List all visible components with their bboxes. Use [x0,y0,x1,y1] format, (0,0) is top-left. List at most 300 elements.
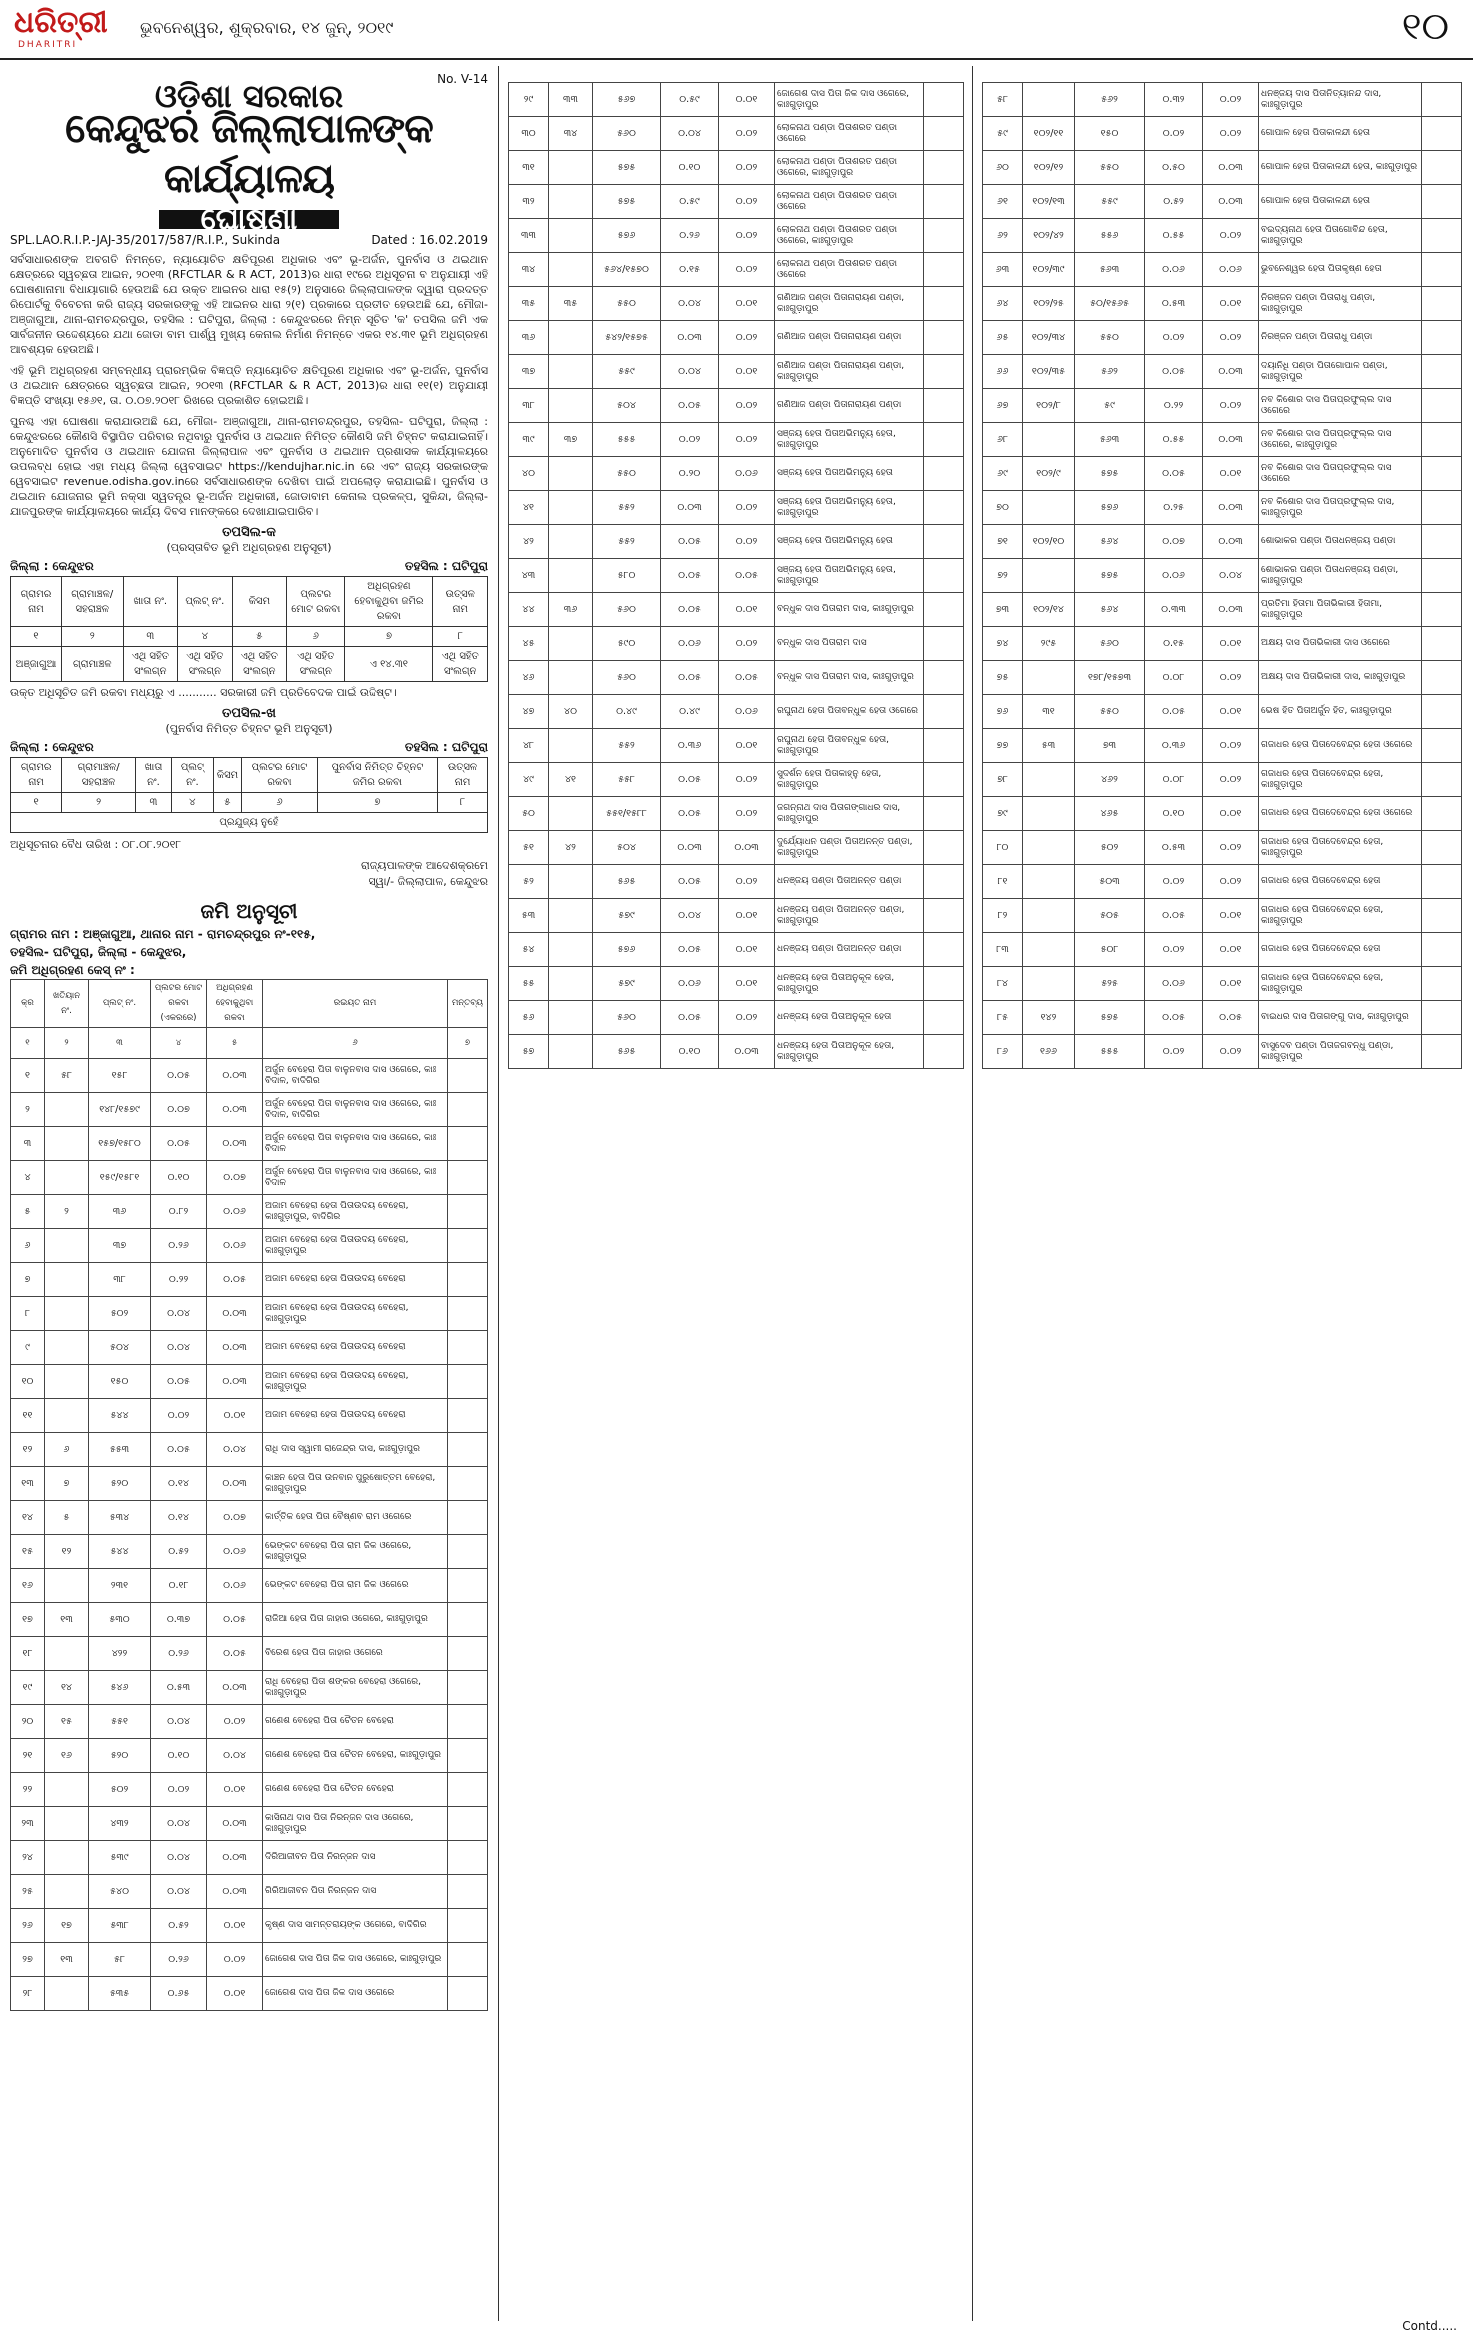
table-cell: ୦.୦୧ [207,1773,263,1807]
table-cell: ୩୬ [89,1195,151,1229]
table-cell: ୦.୦୨ [1203,763,1259,797]
table-cell: ୦.୦୩ [1203,593,1259,627]
table-row [509,83,964,117]
table-cell: ୦.୦୩ [207,1875,263,1909]
paragraph-1: ସର୍ବସାଧାରଣଙ୍କ ଅବଗତି ନିମନ୍ତେ, ନ୍ୟାୟୋଚିତ କ୍ଷତିପୂରଣ ଅଧିକାର ଏବଂ ଭୂ-ଅର୍ଜନ, ପୁନର୍ବାସ ଓ ଥଇଥାନ କ୍ଷେତ୍ରରେ ସ୍ୱଚ୍ଛତା ଆଇନ, ୨୦୧୩ (RFCTLAR & R ACT, 2013)ର ଧାରା ୧୯ରେ ଅଧିସୂଚନା ବ ଅନୁଯାୟୀ ଏହି ଘୋଷଣାନାମା ବିଧାୟାଗାରି ହେଉଅଛି ଯେ ଉକ୍ତ ଆଇନର ଧାରା ୧୫(୨) ଅନୁସାରେ ଜିଲ୍ଲାପାଳଙ୍କ ଦ୍ୱାରା ପ୍ରଦତ୍ତ ରିପୋର୍ଟକୁ ବିବେଚନା କରି ରାଜ୍ୟ ସରକାରଙ୍କୁ ଏହି ଆଇନର ଧାରା ୨(୧) ପ୍ରକାରେ ପ୍ରତୀତ ହେଉଅଛି ଯେ, ମୌଜା- ଅଞ୍ଜାଗୁଆ, ଥାନା-ରାମଚନ୍ଦ୍ରପୁର, ତହସିଲ : ଘଟିପୁରା, ଜିଲ୍ଲା : କେନ୍ଦୁଝରରେ ନିମ୍ନ ସୂଚିତ 'କ' ତପସିଲ ଜମି ଏକ ସାର୍ବଜନୀନ ଉଦ୍ଦେଶ୍ୟରେ ଯଥା ଜୋଡା ବାମ ପାର୍ଶ୍ୱ ମୁଖ୍ୟ କେନାଲ ନିର୍ମାଣ ନିମନ୍ତେ ଏକର ୧୪.୩୧ ଭୂମି ଅଧିଗ୍ରହଣ ଆବଶ୍ୟକ ହେଉଅଛି। [10,253,488,356]
table-cell: ୫୦୪ [593,831,661,865]
table-cell: ୦.୦୫ [1145,1001,1203,1035]
table-cell: ୦.୦୨ [719,491,775,525]
table-cell: ୭୦ [983,491,1023,525]
table-cell: ୬୯ [983,457,1023,491]
table-cell: ୦.୦୫ [207,1637,263,1671]
table-cell: ୧୫୦ [1075,117,1145,151]
table-row [11,1059,488,1093]
table-cell: ୦.୩୨ [1145,83,1203,117]
table-cell: ୦.୫୩ [1145,831,1203,865]
table-cell: ୩୫ [549,287,593,321]
table-cell: ୦.୦୩ [207,1467,263,1501]
table-cell: ୦.୦୩ [1203,423,1259,457]
remarks-cell [448,1263,488,1297]
table-row [509,967,964,1001]
remarks-cell [448,1467,488,1501]
table-cell: ୩୧ [1023,695,1075,729]
table-cell: ୩୯ [509,423,549,457]
remarks-cell [1422,321,1462,355]
table-cell: ୫୭୫ [1075,457,1145,491]
table-cell: ୦.୦୧ [1203,899,1259,933]
table-row [509,797,964,831]
table-cell: ୦.୫୯ [661,185,719,219]
owner-name-cell: ସୁଦର୍ଶନ ହେତା ପିତାକାହ୍ନୁ ହେତା, କାଃଗୁଡ଼ାପୁର [775,763,924,797]
schedule-a-note: ଉକ୍ତ ଅଧିସୂଚିତ ଜମି ରକବା ମଧ୍ୟରୁ ଏ ........... ସରକାରୀ ଜମି ପ୍ରତିବେଦକ ପାଇଁ ଉଦ୍ଦିଷ୍ଟ। [10,686,397,699]
table-cell: ୫୮୦ [593,559,661,593]
table-cell: ୧୪ [11,1501,45,1535]
schedule-b-meta [10,740,488,755]
table-cell: ୫୪୨/୧୫୭୫ [593,321,661,355]
table-cell: ୧୫୦ [89,1365,151,1399]
schedule-number-cell: ୭ [317,793,437,813]
table-cell: ୫୪୦ [89,1875,151,1909]
owner-name-cell: ଅକ୍ଷୟ ଦାସ ପିତାଭିକାରୀ ଦାସ ଓଗେରେ [1259,627,1422,661]
remarks-cell [1422,865,1462,899]
table-row [509,491,964,525]
table-cell: ୨୮ [11,1977,45,2011]
table-cell: ୦.୦୫ [661,933,719,967]
signature-line-1: ରାଜ୍ୟପାଳଙ୍କ ଆଦେଶକ୍ରମେ [361,859,488,872]
owner-name-cell: ଅଜାମ ବେହେରା ହେତା ପିତାଉଦୟ ବେହେରା, କାଃଗୁଡ଼ାପୁର [263,1297,448,1331]
table-cell [45,1093,89,1127]
table-cell: ୦.୦୧ [719,933,775,967]
table-cell: ୦.୦୫ [1145,695,1203,729]
table-cell: ୦.୦୬ [1145,253,1203,287]
table-cell: ୫୦୪ [593,389,661,423]
owner-name-cell: ଗୋପାଳ ହେତା ପିତାକାଳନ୍ଦୀ ହେତା, କାଃଗୁଡ଼ାପୁର [1259,151,1422,185]
table-cell [1023,661,1075,695]
table-cell: ୫୫୦ [1075,321,1145,355]
table-cell: ୦.୦୪ [1203,559,1259,593]
remarks-cell [448,1603,488,1637]
table-row [983,627,1462,661]
remarks-cell [924,287,964,321]
table-row [983,831,1462,865]
table-cell: ୪୪ [509,593,549,627]
table-cell: ୭ [45,1467,89,1501]
table-cell: ୧୦୨/୧୧ [1023,117,1075,151]
table-cell: ୦.୦୬ [661,967,719,1001]
remarks-cell [448,1535,488,1569]
table-row [509,525,964,559]
schedule-number-cell: ୫ [232,627,287,647]
table-cell: ୦.୦୬ [207,1195,263,1229]
owner-name-cell: ଗଜାଧର ହେତା ପିତାଦେବେନ୍ଦ୍ର ହେତା [1259,865,1422,899]
table-cell: ୭୧ [983,525,1023,559]
table-cell: ୨୭ [11,1943,45,1977]
table-row [509,831,964,865]
schedule-number-cell: ୩ [135,793,171,813]
table-cell: ୫୪୪ [89,1535,151,1569]
district-label: ଜିଲ୍ଲା : କେନ୍ଦୁଝର [10,740,94,754]
table-cell: ୧୭ [45,1909,89,1943]
table-cell: ୭୩ [983,593,1023,627]
table-cell: ୧୬ [11,1569,45,1603]
table-cell [549,797,593,831]
table-header-cell: ରଇୟତ ନାମ [263,980,448,1028]
table-row [509,457,964,491]
table-row [983,763,1462,797]
table-row [983,287,1462,321]
table-cell: ୮୬ [983,1035,1023,1069]
remarks-cell [448,1331,488,1365]
remarks-cell [1422,525,1462,559]
reference-line [10,233,488,248]
remarks-cell [448,1059,488,1093]
remarks-cell [448,1841,488,1875]
table-cell: ୦.୦୨ [151,1773,207,1807]
land-schedule-title: ଜମି ଅନୁସୂଚୀ [200,899,298,923]
remarks-cell [448,1365,488,1399]
page-number: ୧୦ [1401,4,1449,48]
owner-name-cell: ଅର୍ଜୁନ ବେହେରା ପିତା ବାଳୁନବାସ ଦାସ ଓଗେରେ, କାଃ ବିଦାଳ [263,1127,448,1161]
table-row [509,151,964,185]
table-row [983,83,1462,117]
table-row [509,865,964,899]
table-cell: ୧୩ [45,1603,89,1637]
table-cell: ୫୫୬ [1075,219,1145,253]
remarks-cell [1422,219,1462,253]
remarks-cell [1422,287,1462,321]
remarks-cell [924,797,964,831]
remarks-cell [924,83,964,117]
remarks-cell [924,151,964,185]
table-row [983,559,1462,593]
table-cell: ୧୦୨/୧୦ [1023,525,1075,559]
schedule-number-cell: ୨ [62,793,135,813]
schedule-header-cell: ଗ୍ରାମାଞ୍ଚଳ/ସହରାଞ୍ଚଳ [62,758,135,793]
remarks-cell [1422,1001,1462,1035]
remarks-cell [1422,1035,1462,1069]
remarks-cell [448,1637,488,1671]
table-cell: ୫୫୦ [1075,695,1145,729]
table-cell: ୫୭୯ [593,967,661,1001]
remarks-cell [1422,933,1462,967]
table-cell: ୨୨ [11,1773,45,1807]
table-cell: ୦.୬୫ [151,1977,207,2011]
land-column-2 [508,82,964,1069]
table-cell: ୩୪ [509,253,549,287]
schedule-cell: ଗ୍ରାମାଞ୍ଚଳ [61,647,123,682]
table-row [983,967,1462,1001]
remarks-cell [924,1001,964,1035]
table-cell: ୪୦ [549,695,593,729]
table-cell: ୧୦୨/୩୫ [1023,355,1075,389]
owner-name-cell: ଜୋଗେଶ ଦାସ ପିତା ଜିକ ଦାସ ଓଗେରେ [263,1977,448,2011]
table-row [983,253,1462,287]
schedule-cell: ଏଥି ସହିତ ସଂଲଗ୍ନ [433,647,488,682]
remarks-cell [1422,559,1462,593]
remarks-cell [924,219,964,253]
table-cell: ୦.୫୨ [151,1535,207,1569]
table-cell [549,559,593,593]
village-line-2: ତହସିଲ- ଘଟିପୁରା, ଜିଲ୍ଲା - କେନ୍ଦୁଝର, [10,945,187,959]
table-cell: ୦.୦୨ [1203,1035,1259,1069]
table-row [983,151,1462,185]
table-row [983,457,1462,491]
remarks-cell [924,967,964,1001]
table-row [983,661,1462,695]
remarks-cell [1422,695,1462,729]
table-cell: ୫୬୦ [593,661,661,695]
schedule-number-cell: ୧ [11,627,62,647]
table-cell: ୪୦ [509,457,549,491]
table-cell: ୭୩ [1075,729,1145,763]
table-cell: ୦.୦୫ [661,525,719,559]
schedule-cell: ଏଥି ସହିତ ସଂଲଗ୍ନ [123,647,178,682]
tahasil-label: ତହସିଲ : ଘଟିପୁରା [404,740,488,754]
table-cell: ୫୦୫ [1075,899,1145,933]
table-cell: ୦.୦୫ [661,593,719,627]
table-number-cell: ୭ [448,1028,488,1059]
table-cell: ୦.୦୮ [1145,661,1203,695]
table-row [983,695,1462,729]
table-cell: ୨୪ [11,1841,45,1875]
table-cell: ୦.୦୨ [1203,117,1259,151]
table-row [11,1399,488,1433]
remarks-cell [1422,491,1462,525]
table-cell: ୦.୦୬ [1145,967,1203,1001]
table-cell: ୦.୦୧ [207,1977,263,2011]
remarks-cell [924,695,964,729]
table-row [509,729,964,763]
table-cell: ୧୯ [11,1671,45,1705]
owner-name-cell: ଲୋକନାଥ ପଣ୍ଡା ପିତାଶରତ ପଣ୍ଡା ଓଗେରେ, କାଃଗୁଡ଼ାପୁର [775,151,924,185]
owner-name-cell: ଗଜାଧର ହେତା ପିତାଦେବେନ୍ଦ୍ର ହେତା ଓଗେରେ [1259,797,1422,831]
owner-name-cell: ସଞ୍ଜୟ ହେତା ପିତାଅଭିମନ୍ୟୁ ହେତା, କାଃଗୁଡ଼ାପୁର [775,559,924,593]
table-cell: ୦.୦୭ [207,1501,263,1535]
table-cell: ୫୦୨ [89,1297,151,1331]
remarks-cell [924,253,964,287]
table-cell: ୦.୦୨ [1203,865,1259,899]
schedule-header-cell: ଉତ୍ସଳ ନାମ [438,758,488,793]
table-row [11,1705,488,1739]
table-cell [549,899,593,933]
land-table-col2 [508,82,964,1069]
table-row [509,117,964,151]
remarks-cell [924,763,964,797]
table-header-cell: ଅଧିଗ୍ରହଣ ହେବାକୁଥିବା ରକବା [207,980,263,1028]
remarks-cell [448,1807,488,1841]
owner-name-cell: ସଞ୍ଜୟ ହେତା ପିତାଅଭିମନ୍ୟୁ ହେତା, କାଃଗୁଡ଼ାପୁର [775,423,924,457]
owner-name-cell: ଅର୍ଜୁନ ବେହେରା ପିତା ବାଳୁନବାସ ଦାସ ଓଗେରେ, କାଃ ବିଦାଳ, ବାଦିଗିର [263,1059,448,1093]
table-row [11,1943,488,1977]
remarks-cell [448,1739,488,1773]
owner-name-cell: ପ୍ରତିମା ହିତାମା ପିତାଭିକାରୀ ହିତାମା, କାଃଗୁଡ଼ାପୁର [1259,593,1422,627]
table-cell: ୫୫୯ [593,355,661,389]
schedule-header-cell: ପ୍ଲଟ୍ ନଂ. [178,577,233,627]
owner-name-cell: ଅଜାମ ବେହେରା ହେତା ପିତାଉଦୟ ବେହେରା [263,1399,448,1433]
owner-name-cell: ନିରଞ୍ଜନ ପଣ୍ଡା ପିତାରାଧୁ ପଣ୍ଡା [1259,321,1422,355]
remarks-cell [924,423,964,457]
table-cell: ୭ [11,1263,45,1297]
table-cell: ୪୮ [509,729,549,763]
table-cell: ୧୭ [11,1603,45,1637]
owner-name-cell: ବନ୍ଧୁକ ଦାସ ପିତାରାମ ଦାସ, କାଃଗୁଡ଼ାପୁର [775,661,924,695]
schedule-a-subtitle: (ପ୍ରସ୍ତାବିତ ଭୂମି ଅଧିଗ୍ରହଣ ଅନୁସୂଚୀ) [166,541,332,554]
table-cell: ୮୨ [983,899,1023,933]
table-cell: ୦.୩୬ [1145,729,1203,763]
table-cell: ୦.୦୨ [719,763,775,797]
table-cell: ୦.୦୪ [151,1807,207,1841]
owner-name-cell: ଭେଙ୍କଟ ବେହେରା ପିତା ରାମ ଜିକ ଓଗେରେ, କାଃଗୁଡ଼ାପୁର [263,1535,448,1569]
table-row [509,287,964,321]
owner-name-cell: ଗଣିଆଜ ପଣ୍ଡା ପିତାନାରାୟଣ ପଣ୍ଡା, କାଃଗୁଡ଼ାପୁର [775,287,924,321]
table-cell: ୧୫ [45,1705,89,1739]
owner-name-cell: ଗଜାଧର ହେତା ପିତାଦେବେନ୍ଦ୍ର ହେତା [1259,933,1422,967]
schedule-header-cell: ଖାତା ନଂ. [123,577,178,627]
table-cell: ୦.୮୨ [151,1195,207,1229]
table-cell [1023,967,1075,1001]
schedule-header-cell: କିସମ [213,758,241,793]
owner-name-cell: ଦିରିଆଜୀବନ ପିତା ନିରନ୍ଜନ ଦାସ [263,1841,448,1875]
table-row [509,559,964,593]
table-cell [45,1399,89,1433]
table-row [983,389,1462,423]
signature-line-2: ସ୍ୱା/- ଜିଲ୍ଲାପାଳ, କେନ୍ଦୁଝର [368,875,488,888]
table-row [11,1501,488,1535]
schedule-number-cell: ୧ [11,793,62,813]
owner-name-cell: କୃଷ୍ଣ ଦାସ ସାମନ୍ତରାୟଙ୍କ ଓଗେରେ, ବାଦିଗିର [263,1909,448,1943]
table-cell: ୦.୦୧ [1203,457,1259,491]
table-row [509,627,964,661]
table-cell: ୫୨୦ [89,1467,151,1501]
table-cell: ୦.୦୪ [151,1297,207,1331]
table-cell: ୦.୧୪ [151,1501,207,1535]
table-header-cell: କ୍ର [11,980,45,1028]
table-cell: ୦.୧୦ [151,1161,207,1195]
table-cell: ୫୫୦ [593,457,661,491]
table-cell: ୦.୦୫ [661,389,719,423]
table-cell: ୦.୦୨ [1145,117,1203,151]
table-cell: ୦.୫୫ [1145,219,1203,253]
table-cell: ୦.୨୨ [151,1263,207,1297]
village-details [10,925,488,979]
table-cell: ୫୧ [509,831,549,865]
table-cell [549,253,593,287]
table-row [11,1433,488,1467]
schedule-b-subtitle: (ପୁନର୍ବାସ ନିମିତ୍ତ ଚିହ୍ନଟ ଭୂମି ଅନୁସୂଚୀ) [165,722,333,735]
schedule-header-cell: ପୁନର୍ବାସ ନିମିତ୍ତ ଚିହ୍ନଟ ଜମିର ରକବା [317,758,437,793]
table-cell: ୦.୦୧ [1203,933,1259,967]
table-cell: ୬୭ [983,389,1023,423]
schedule-header-cell: ଅଧିଗ୍ରହଣ ହେବାକୁଥିବା ଜମିର ରକବା [345,577,433,627]
table-cell [549,151,593,185]
table-cell: ୦.୦୧ [719,355,775,389]
schedule-number-cell: ୭ [345,627,433,647]
table-cell: ୧୦୨/୨୫ [1023,287,1075,321]
table-cell: ୫୫୨ [593,525,661,559]
table-cell: ୦.୦୩ [207,1093,263,1127]
schedule-a-title: ତପସିଲ-କ [222,525,276,540]
table-cell: ୧୩ [11,1467,45,1501]
table-cell [1023,831,1075,865]
table-cell: ୦.୪୯ [593,695,661,729]
table-cell: ୦.୦୨ [1145,1035,1203,1069]
schedule-number-cell: ୮ [433,627,488,647]
table-cell: ୦.୦୧ [1203,287,1259,321]
table-cell: ୦.୫୯ [661,83,719,117]
table-cell: ୫୨ [509,865,549,899]
table-cell: ୦.୧୫ [1145,627,1203,661]
table-cell [45,1127,89,1161]
table-cell: ୧୦୨/୧୨ [1023,151,1075,185]
table-cell: ୩୮ [509,389,549,423]
table-cell: ୫୬୦ [593,593,661,627]
table-row [11,1263,488,1297]
table-cell: ୫୦ [509,797,549,831]
table-cell: ୯ [11,1331,45,1365]
table-cell: ୫୬୨ [1075,355,1145,389]
table-cell: ୫୮ [89,1943,151,1977]
table-cell: ୦.୫୨ [151,1909,207,1943]
remarks-cell [924,899,964,933]
remarks-cell [448,1909,488,1943]
table-cell: ୦.୦୩ [207,1807,263,1841]
schedule-number-cell: ୩ [123,627,178,647]
schedule-cell: ଏଥି ସହିତ ସଂଲଗ୍ନ [232,647,287,682]
table-cell: ୫୫୦ [1075,151,1145,185]
table-cell: ୦.୦୬ [719,695,775,729]
table-cell: ୨ [45,1195,89,1229]
owner-name-cell: ଦୁର୍ଯ୍ୟୋଧନ ପଣ୍ଡା ପିତାଅନନ୍ତ ପଣ୍ଡା, କାଃଗୁଡ଼ାପୁର [775,831,924,865]
table-cell: ୫୦୨ [1075,831,1145,865]
table-cell: ୫୦୪ [89,1331,151,1365]
table-cell: ୦.୧୦ [661,1035,719,1069]
table-cell: ୧୪୮/୧୫୭୯ [89,1093,151,1127]
table-cell: ୦.୦୮ [1145,763,1203,797]
table-cell: ୦.୦୫ [1145,355,1203,389]
table-row [11,1161,488,1195]
table-cell: ୪୫ [509,627,549,661]
table-cell: ୪୩ [509,559,549,593]
table-row [509,593,964,627]
table-cell: ୫୫୫ [593,423,661,457]
table-row [509,423,964,457]
owner-name-cell: ଲୋକନାଥ ପଣ୍ଡା ପିତାଶରତ ପଣ୍ଡା ଓଗେରେ, କାଃଗୁଡ଼ାପୁର [775,219,924,253]
reference-number: SPL.LAO.R.I.P.-JAJ-35/2017/587/R.I.P., Sukinda [10,233,281,247]
owner-name-cell: ଅଜାମ ବେହେରା ହେତା ପିତାଉଦୟ ବେହେରା, କାଃଗୁଡ଼ାପୁର [263,1365,448,1399]
schedule-number-cell: ୮ [438,793,488,813]
schedule-header-cell: ଖାତା ନଂ. [135,758,171,793]
schedule-cell: ଏଥି ସହିତ ସଂଲଗ୍ନ [178,647,233,682]
table-row [509,185,964,219]
remarks-cell [1422,355,1462,389]
table-cell: ୫୫୮ [593,763,661,797]
table-cell: ୦.୨୦ [661,457,719,491]
table-row [11,1875,488,1909]
table-cell [549,933,593,967]
remarks-cell [1422,899,1462,933]
table-cell: ୩୨ [509,185,549,219]
table-cell: ୧୦୨/୪୨ [1023,219,1075,253]
remarks-cell [1422,117,1462,151]
table-cell: ୦.୦୨ [719,423,775,457]
remarks-cell [1422,389,1462,423]
table-cell: ୫୪୪ [89,1399,151,1433]
table-row [11,1195,488,1229]
logo-subtext: DHARITRI [18,40,78,50]
table-cell: ୧୫ [11,1535,45,1569]
owner-name-cell: ଗୋପାଳ ହେତା ପିତାକାଳନ୍ଦୀ ହେତା [1259,185,1422,219]
owner-name-cell: ଅର୍ଜୁନ ବେହେରା ପିତା ବାଳୁନବାସ ଦାସ ଓଗେରେ, କାଃ ବିଦାଳ, ବାଦିଗିର [263,1093,448,1127]
